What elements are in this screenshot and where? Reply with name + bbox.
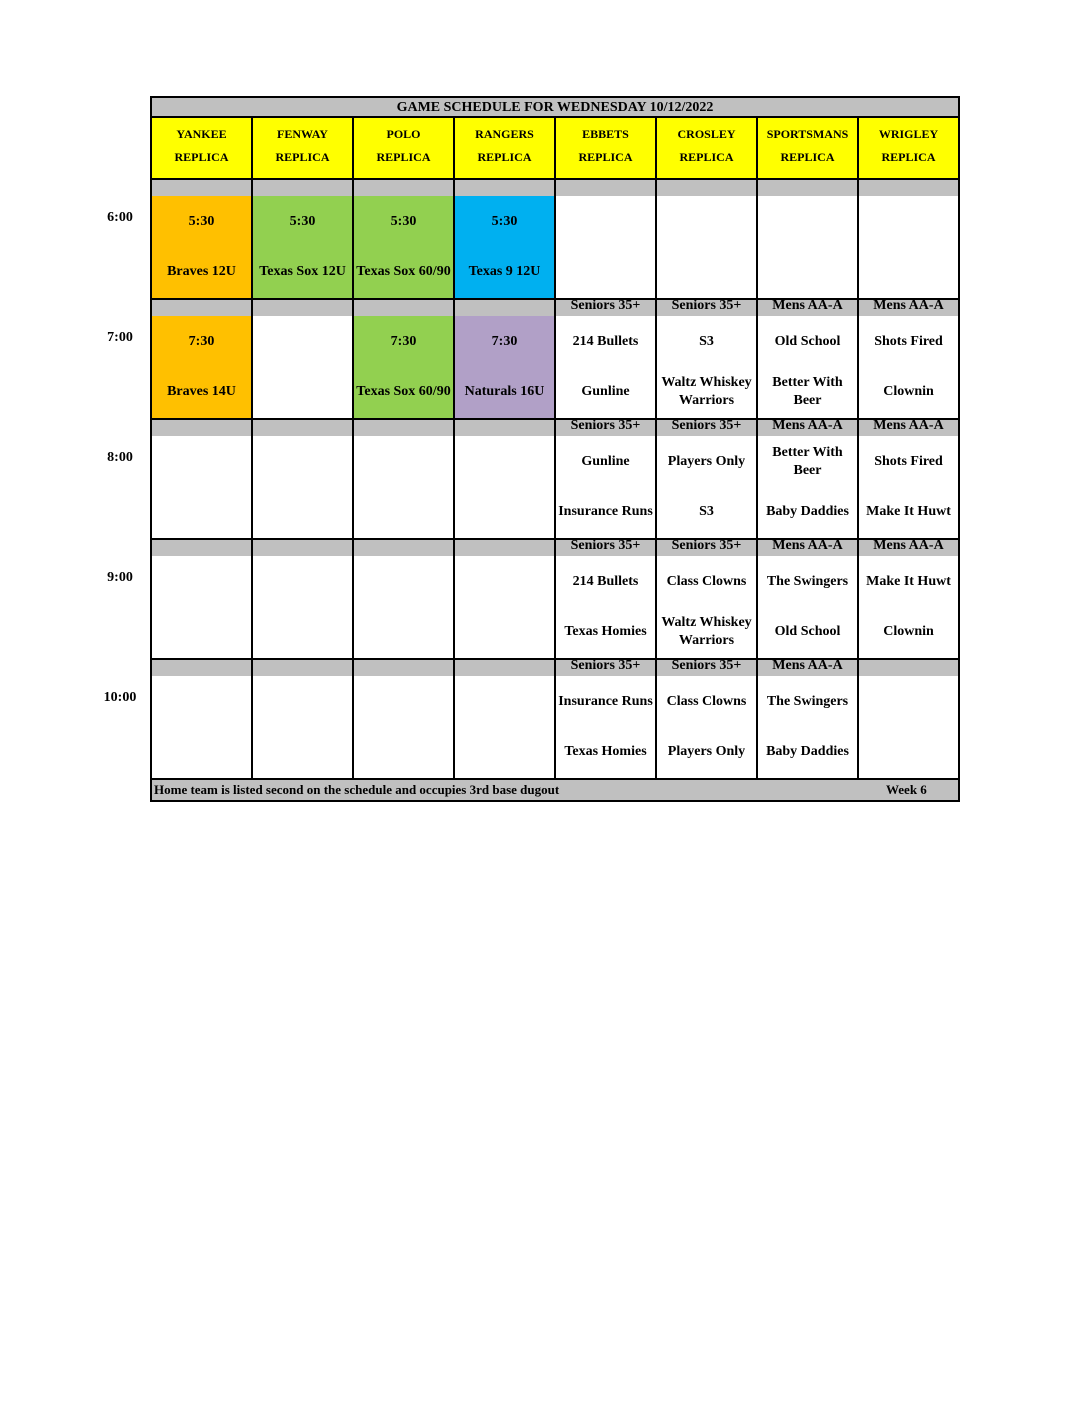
game-cell [758, 316, 859, 420]
game-top-entry [455, 562, 554, 602]
game-bottom-entry: Clownin [883, 384, 934, 399]
game-cell [152, 556, 253, 660]
game-top-entry: 5:30 [491, 214, 518, 229]
time-slot-label: 9:00 [107, 570, 133, 585]
field-type: REPLICA [578, 150, 633, 164]
division-label [152, 658, 253, 678]
game-top-entry [152, 442, 251, 482]
game-bottom-entry [455, 492, 554, 532]
game-cell [859, 316, 958, 420]
division-label: Mens AA-A [758, 418, 859, 438]
field-name: YANKEE [176, 127, 227, 141]
game-bottom-entry: Texas Sox 60/90 [356, 264, 451, 279]
game-cell [152, 196, 253, 300]
time-slot-label: 8:00 [107, 450, 133, 465]
division-label [859, 658, 958, 678]
game-cell [354, 676, 455, 780]
division-label: Mens AA-A [859, 418, 958, 438]
field-header-crosley [657, 118, 758, 180]
game-top-entry [455, 442, 554, 482]
game-bottom-entry: Texas Homies [564, 744, 647, 759]
game-cell [354, 436, 455, 540]
game-bottom-entry [455, 612, 554, 652]
game-top-entry: 214 Bullets [572, 334, 639, 349]
game-bottom-entry: Old School [774, 624, 841, 639]
division-label [758, 178, 859, 198]
division-label [152, 418, 253, 438]
game-cell [556, 556, 657, 660]
game-bottom-entry: Clownin [883, 624, 934, 639]
division-label [455, 538, 556, 558]
game-cell [455, 436, 556, 540]
game-cell [253, 676, 354, 780]
game-cell [253, 556, 354, 660]
game-bottom-entry [556, 252, 655, 292]
division-label [455, 298, 556, 318]
division-label [354, 178, 455, 198]
division-label [152, 538, 253, 558]
game-bottom-entry [354, 492, 453, 532]
game-top-entry [859, 202, 958, 242]
division-label [455, 658, 556, 678]
game-top-entry [152, 562, 251, 602]
game-top-entry [152, 682, 251, 722]
game-cell [758, 436, 859, 540]
game-bottom-entry [859, 732, 958, 772]
home-team-note: Home team is listed second on the schedule and occupies 3rd base dugout [154, 782, 560, 797]
game-cell [859, 196, 958, 300]
division-label [152, 298, 253, 318]
game-top-entry: 5:30 [188, 214, 215, 229]
game-cell [758, 676, 859, 780]
game-bottom-entry: Waltz Whiskey Warriors [661, 375, 752, 408]
division-label [354, 538, 455, 558]
game-bottom-entry: Waltz Whiskey Warriors [661, 615, 752, 648]
game-top-entry [354, 442, 453, 482]
field-header-fenway [253, 118, 354, 180]
field-name: POLO [386, 127, 421, 141]
game-top-entry [253, 322, 352, 362]
division-label: Mens AA-A [758, 538, 859, 558]
time-slot-label: 6:00 [107, 210, 133, 225]
game-top-entry: Make It Huwt [866, 574, 951, 589]
game-top-entry [758, 202, 857, 242]
division-label [253, 658, 354, 678]
game-top-entry [253, 442, 352, 482]
game-bottom-entry [253, 372, 352, 412]
field-type: REPLICA [477, 150, 532, 164]
field-type: REPLICA [881, 150, 936, 164]
game-bottom-entry [354, 612, 453, 652]
game-top-entry: 7:30 [188, 334, 215, 349]
game-top-entry: Class Clowns [666, 574, 747, 589]
game-cell [455, 676, 556, 780]
game-top-entry: Gunline [581, 454, 630, 469]
game-top-entry: 7:30 [390, 334, 417, 349]
game-cell [556, 316, 657, 420]
game-top-entry: 7:30 [491, 334, 518, 349]
division-label: Mens AA-A [758, 658, 859, 678]
game-top-entry [455, 682, 554, 722]
division-label [859, 178, 958, 198]
schedule-footer [152, 778, 958, 800]
game-top-entry: Insurance Runs [558, 694, 653, 709]
game-cell [657, 436, 758, 540]
game-top-entry: S3 [699, 334, 714, 349]
division-label: Seniors 35+ [556, 298, 657, 318]
game-bottom-entry [253, 492, 352, 532]
division-label [152, 178, 253, 198]
game-cell [657, 316, 758, 420]
field-header-rangers [455, 118, 556, 180]
game-top-entry: The Swingers [766, 574, 849, 589]
game-cell [455, 316, 556, 420]
game-top-entry: 5:30 [390, 214, 417, 229]
game-bottom-entry: Players Only [667, 744, 746, 759]
game-bottom-entry [152, 612, 251, 652]
game-cell [253, 316, 354, 420]
game-cell [657, 196, 758, 300]
game-top-entry [354, 562, 453, 602]
game-bottom-entry: Texas Homies [564, 624, 647, 639]
game-cell [556, 196, 657, 300]
field-header-sportsmans [758, 118, 859, 180]
game-cell [354, 556, 455, 660]
game-bottom-entry [152, 492, 251, 532]
division-label [354, 418, 455, 438]
field-type: REPLICA [679, 150, 734, 164]
game-cell [758, 556, 859, 660]
game-cell [859, 556, 958, 660]
game-bottom-entry: Texas Sox 12U [259, 264, 346, 279]
game-top-entry: The Swingers [766, 694, 849, 709]
division-label [657, 178, 758, 198]
game-cell [657, 676, 758, 780]
field-name: SPORTSMANS [766, 127, 849, 141]
field-header-polo [354, 118, 455, 180]
game-top-entry [556, 202, 655, 242]
division-label: Seniors 35+ [556, 538, 657, 558]
game-bottom-entry: Baby Daddies [766, 744, 849, 759]
division-label [253, 178, 354, 198]
division-label: Seniors 35+ [556, 658, 657, 678]
field-name: FENWAY [277, 127, 328, 141]
schedule-title: GAME SCHEDULE FOR WEDNESDAY 10/12/2022 [152, 98, 958, 118]
game-cell [455, 556, 556, 660]
field-name: EBBETS [582, 127, 629, 141]
game-cell [657, 556, 758, 660]
division-label: Seniors 35+ [657, 538, 758, 558]
game-cell [152, 676, 253, 780]
game-bottom-entry: S3 [699, 504, 714, 519]
game-top-entry: Shots Fired [874, 334, 943, 349]
field-type: REPLICA [275, 150, 330, 164]
game-bottom-entry [859, 252, 958, 292]
field-name: RANGERS [475, 127, 534, 141]
division-label: Seniors 35+ [657, 658, 758, 678]
division-label: Seniors 35+ [657, 418, 758, 438]
game-top-entry: Class Clowns [666, 694, 747, 709]
game-cell [455, 196, 556, 300]
game-bottom-entry [354, 732, 453, 772]
game-top-entry [859, 682, 958, 722]
division-label [253, 538, 354, 558]
division-label: Mens AA-A [859, 538, 958, 558]
division-label [253, 298, 354, 318]
division-label [455, 178, 556, 198]
game-bottom-entry: Baby Daddies [766, 504, 849, 519]
game-bottom-entry: Naturals 16U [464, 384, 545, 399]
division-label [253, 418, 354, 438]
game-bottom-entry [152, 732, 251, 772]
game-cell [354, 196, 455, 300]
game-top-entry: 5:30 [289, 214, 316, 229]
game-top-entry [354, 682, 453, 722]
game-bottom-entry: Braves 12U [167, 264, 236, 279]
division-label [556, 178, 657, 198]
time-slot-label: 7:00 [107, 330, 133, 345]
game-bottom-entry [657, 252, 756, 292]
field-type: REPLICA [780, 150, 835, 164]
field-type: REPLICA [174, 150, 229, 164]
game-top-entry: Old School [774, 334, 841, 349]
division-label [455, 418, 556, 438]
game-cell [859, 436, 958, 540]
field-header-wrigley [859, 118, 958, 180]
division-label: Seniors 35+ [657, 298, 758, 318]
game-cell [354, 316, 455, 420]
division-label [354, 658, 455, 678]
game-cell [152, 316, 253, 420]
field-header-ebbets [556, 118, 657, 180]
division-label [354, 298, 455, 318]
field-name: WRIGLEY [878, 127, 939, 141]
game-top-entry [253, 562, 352, 602]
game-cell [556, 436, 657, 540]
game-top-entry [657, 202, 756, 242]
game-bottom-entry: Gunline [581, 384, 630, 399]
week-label: Week 6 [886, 782, 927, 797]
game-cell [556, 676, 657, 780]
game-top-entry: Shots Fired [874, 454, 943, 469]
game-cell [152, 436, 253, 540]
game-bottom-entry [253, 612, 352, 652]
game-bottom-entry: Texas 9 12U [468, 264, 541, 279]
time-slot-label: 10:00 [103, 690, 137, 705]
field-header-yankee [152, 118, 253, 180]
game-bottom-entry: Insurance Runs [558, 504, 653, 519]
game-bottom-entry [455, 732, 554, 772]
schedule-table [150, 96, 960, 802]
game-bottom-entry: Braves 14U [167, 384, 236, 399]
game-top-entry: Players Only [667, 454, 746, 469]
game-top-entry [253, 682, 352, 722]
game-bottom-entry: Texas Sox 60/90 [356, 384, 451, 399]
field-type: REPLICA [376, 150, 431, 164]
game-top-entry: 214 Bullets [572, 574, 639, 589]
game-cell [859, 676, 958, 780]
game-bottom-entry [253, 732, 352, 772]
game-cell [253, 196, 354, 300]
division-label: Seniors 35+ [556, 418, 657, 438]
game-cell [758, 196, 859, 300]
division-label: Mens AA-A [758, 298, 859, 318]
game-top-entry: Better With Beer [772, 445, 843, 478]
game-bottom-entry: Better With Beer [772, 375, 843, 408]
field-name: CROSLEY [677, 127, 736, 141]
game-bottom-entry: Make It Huwt [866, 504, 951, 519]
division-label: Mens AA-A [859, 298, 958, 318]
game-cell [253, 436, 354, 540]
game-bottom-entry [758, 252, 857, 292]
